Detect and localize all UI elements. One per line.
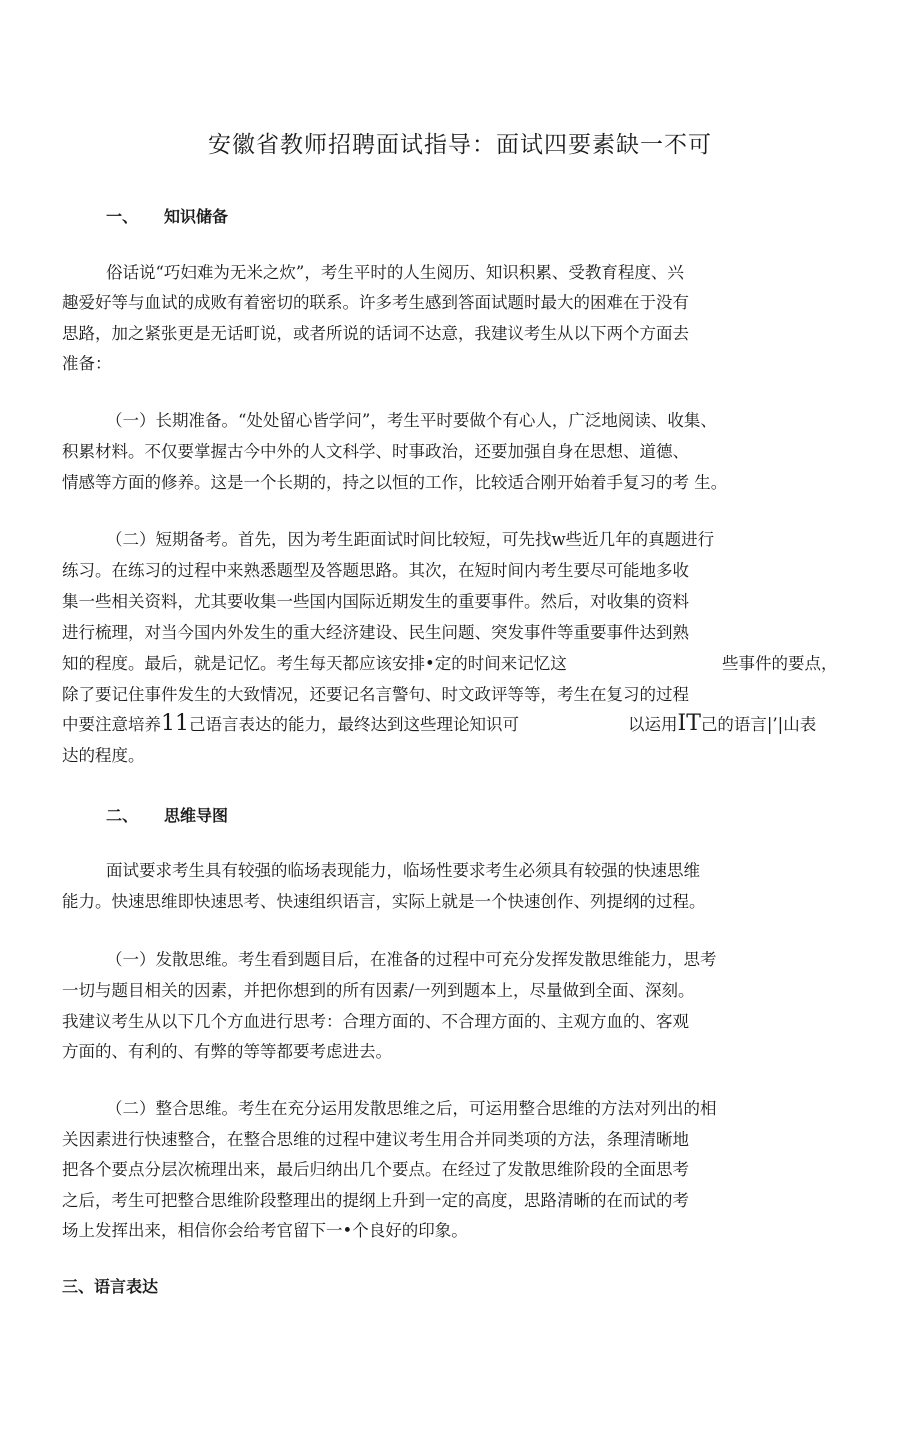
paragraph-line: 积累材料。不仅要掌握古今中外的人文科学、时事政治，还要加强自身在思想、道德、 bbox=[62, 442, 689, 461]
paragraph-line-fragment: 些事件的要点， bbox=[722, 654, 838, 673]
ocr-artifact-text: IT bbox=[677, 711, 701, 736]
paragraph-line bbox=[62, 713, 519, 736]
paragraph-line: 进行梳理，对当今国内外发生的重大经济建设、民生问题、突发事件等重要事件达到熟 bbox=[62, 623, 689, 642]
paragraph-line: 准备： bbox=[62, 354, 112, 373]
section-heading-3: 三、语言表达 bbox=[62, 1277, 159, 1296]
paragraph-line: 把各个要点分层次梳理出来，最后归纳出几个要点。在经过了发散思维阶段的全面思考 bbox=[62, 1160, 689, 1179]
paragraph-line: （一）长期准备。“处处留心皆学问”，考生平时要做个有心人，广泛地阅读、收集、 bbox=[106, 411, 717, 430]
section-label: 思维导图 bbox=[164, 806, 229, 825]
text-run: 以运用 bbox=[628, 715, 678, 734]
paragraph-line: 知的程度。最后，就是记忆。考生每天都应该安排•定的时间来记忆这 bbox=[62, 654, 567, 673]
text-run: 中要注意培养 bbox=[62, 715, 161, 734]
paragraph-line: 关因素进行快速整合，在整合思维的过程中建议考生用合并同类项的方法，条理清晰地 bbox=[62, 1130, 689, 1149]
paragraph-line: 思路，加之紧张更是无话町说，或者所说的话词不达意，我建议考生从以下两个方面去 bbox=[62, 324, 689, 343]
section-heading-1 bbox=[106, 204, 228, 227]
paragraph-line: 方面的、有利的、有弊的等等都要考虑进去。 bbox=[62, 1042, 392, 1061]
section-number: 二、 bbox=[106, 806, 139, 825]
paragraph-line: 之后，考生可把整合思维阶段整理出的提纲上升到一定的高度，思路清晰的在而试的考 bbox=[62, 1191, 689, 1210]
document-title: 安徽省教师招聘面试指导：面试四要素缺一不可 bbox=[208, 132, 712, 158]
paragraph-line: 场上发挥出来，相信你会给考官留下一•个良好的印象。 bbox=[62, 1221, 468, 1240]
paragraph-line: 练习。在练习的过程中来熟悉题型及答题思路。其次，在短时间内考生要尽可能地多收 bbox=[62, 561, 689, 580]
text-run: 己语言表达的能力，最终达到这些理论知识可 bbox=[189, 715, 519, 734]
paragraph-line: 集一些相关资料，尤其要收集一些国内国际近期发生的重要事件。然后，对收集的资料 bbox=[62, 592, 689, 611]
ocr-artifact-text: 11 bbox=[161, 711, 189, 736]
paragraph-line: （二）整合思维。考生在充分运用发散思维之后，可运用整合思维的方法对列出的相 bbox=[106, 1099, 717, 1118]
paragraph-line: 情感等方面的修养。这是一个长期的，持之以恒的工作，比较适合刚开始着手复习的考 生。 bbox=[62, 473, 728, 492]
paragraph-line: 面试要求考生具有较强的临场表现能力，临场性要求考生必须具有较强的快速思维 bbox=[106, 861, 700, 880]
text-run: 己的语言|’|山表 bbox=[700, 715, 817, 734]
section-number: 一、 bbox=[106, 207, 139, 226]
section-label: 知识储备 bbox=[164, 207, 229, 226]
paragraph-line: 俗话说“巧妇难为无米之炊”，考生平时的人生阅历、知识积累、受教育程度、兴 bbox=[106, 263, 684, 282]
paragraph-line: （一）发散思维。考生看到题目后，在准备的过程中可充分发挥发散思维能力，思考 bbox=[106, 950, 717, 969]
paragraph-line: 趣爱好等与血试的成败有着密切的联系。许多考生感到答面试题时最大的困难在于没有 bbox=[62, 293, 689, 312]
section-heading-2 bbox=[106, 803, 228, 826]
paragraph-line: 除了要记住事件发生的大致情况，还要记名言警句、时文政评等等，考生在复习的过程 bbox=[62, 685, 689, 704]
paragraph-line: （二）短期备考。首先，因为考生距面试时间比较短，可先找w些近几年的真题进行 bbox=[106, 530, 715, 549]
paragraph-line: 我建议考生从以下几个方血进行思考：合理方面的、不合理方面的、主观方血的、客观 bbox=[62, 1012, 689, 1031]
paragraph-line: 能力。快速思维即快速思考、快速组织语言，实际上就是一个快速创作、列提纲的过程。 bbox=[62, 892, 706, 911]
paragraph-line: 达的程度。 bbox=[62, 746, 145, 765]
paragraph-line-fragment bbox=[628, 713, 816, 736]
paragraph-line: 一切与题目相关的因素，并把你想到的所有因素/一列到题本上，尽量做到全面、深刻。 bbox=[62, 981, 695, 1000]
